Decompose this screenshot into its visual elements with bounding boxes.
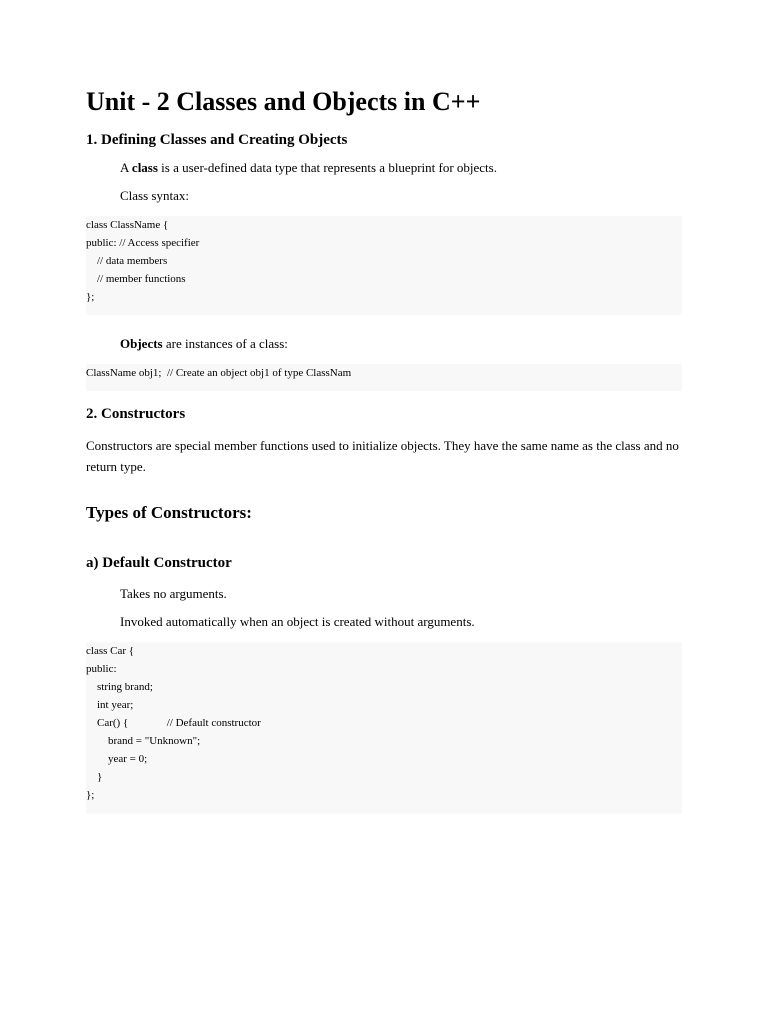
code-line: year = 0; <box>86 753 148 765</box>
code-line: string brand; <box>86 681 153 693</box>
default-constructor-point-2: Invoked automatically when an object is created without arguments. <box>120 614 475 629</box>
constructors-description: Constructors are special member functions used to initialize objects. They have the same name as the class and no return type. <box>86 438 679 474</box>
code-line: // member functions <box>86 273 186 285</box>
code-line: public: // Access specifier <box>86 237 200 249</box>
code-block-object-creation <box>86 364 682 391</box>
bold-term-class: class <box>131 160 158 175</box>
code-line: Car() { // Default constructor <box>86 717 261 729</box>
class-definition-text <box>120 159 497 177</box>
bold-term-objects: Objects <box>120 336 163 351</box>
default-constructor-heading: a) Default Constructor <box>86 555 232 571</box>
code-block-class-syntax <box>86 216 682 315</box>
code-line: class Car { <box>86 645 135 657</box>
code-line: } <box>86 771 103 783</box>
code-line: ClassName obj1; // Create an object obj1 of type ClassNam <box>86 367 352 379</box>
code-line: brand = "Unknown"; <box>86 735 201 747</box>
code-line: // data members <box>86 255 168 267</box>
page-title: Unit - 2 Classes and Objects in C++ <box>86 87 481 116</box>
section-heading-defining-classes: 1. Defining Classes and Creating Objects <box>86 132 348 148</box>
section-heading-constructors: 2. Constructors <box>86 406 186 422</box>
code-line: }; <box>86 789 95 801</box>
text-fragment: is a user-defined data type that represents a blueprint for objects. <box>157 160 497 175</box>
code-line: int year; <box>86 699 134 711</box>
types-of-constructors-heading: Types of Constructors: <box>86 503 252 522</box>
code-line: class ClassName { <box>86 219 169 231</box>
default-constructor-point-1: Takes no arguments. <box>120 586 227 601</box>
class-syntax-label: Class syntax: <box>120 188 189 203</box>
code-block-default-constructor <box>86 642 682 814</box>
code-line: public: <box>86 663 117 675</box>
code-line: }; <box>86 291 95 303</box>
text-fragment: are instances of a class: <box>162 336 288 351</box>
text-fragment: A <box>120 160 132 175</box>
objects-definition-text <box>120 335 288 353</box>
